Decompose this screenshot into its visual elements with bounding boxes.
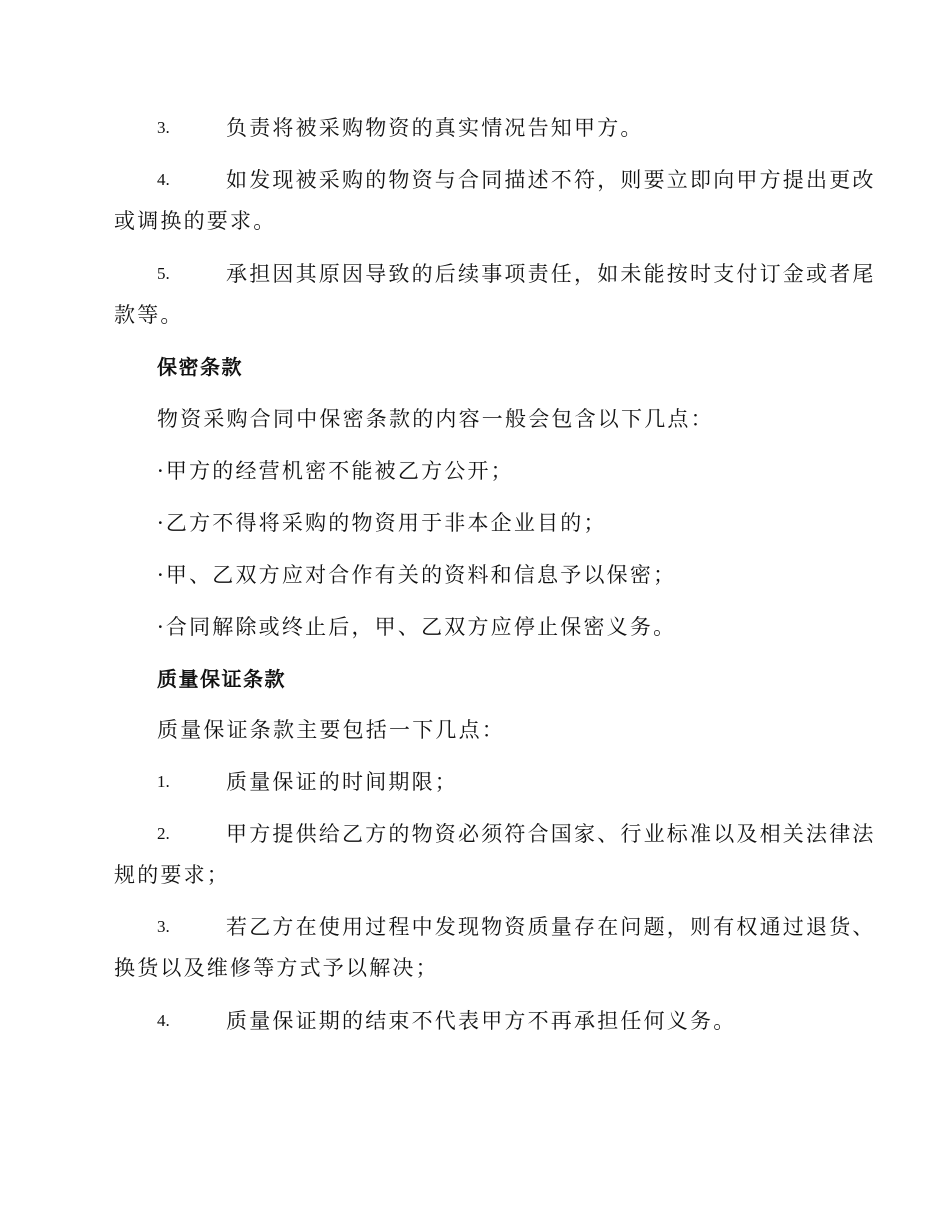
quality-item-2-continuation: 规的要求；	[114, 863, 230, 887]
item-text: 质量保证期的结束不代表甲方不再承担任何义务。	[226, 1009, 737, 1033]
item-number: 2.	[157, 824, 170, 843]
section-heading-quality: 质量保证条款	[157, 667, 286, 691]
confidentiality-bullet: ·乙方不得将采购的物资用于非本企业目的；	[157, 511, 607, 535]
confidentiality-intro: 物资采购合同中保密条款的内容一般会包含以下几点：	[157, 407, 714, 431]
obligation-item-4-continuation: 或调换的要求。	[114, 209, 277, 233]
item-number: 3.	[157, 917, 170, 936]
quality-intro: 质量保证条款主要包括一下几点：	[157, 718, 505, 742]
item-number: 4.	[157, 170, 170, 189]
item-text: 若乙方在使用过程中发现物资质量存在问题，则有权通过退货、	[226, 915, 876, 939]
confidentiality-bullet: ·甲方的经营机密不能被乙方公开；	[157, 459, 514, 483]
item-number: 1.	[157, 772, 170, 791]
item-text: 如发现被采购的物资与合同描述不符，则要立即向甲方提出更改	[226, 168, 876, 192]
item-text: 负责将被采购物资的真实情况告知甲方。	[226, 116, 644, 140]
section-heading-confidentiality: 保密条款	[157, 355, 243, 379]
obligation-item-5-continuation: 款等。	[114, 303, 184, 327]
quality-item-3-continuation: 换货以及维修等方式予以解决；	[114, 956, 439, 980]
item-number: 4.	[157, 1011, 170, 1030]
item-number: 5.	[157, 264, 170, 283]
item-number: 3.	[157, 118, 170, 137]
confidentiality-bullet: ·合同解除或终止后，甲、乙双方应停止保密义务。	[157, 615, 677, 639]
item-text: 承担因其原因导致的后续事项责任，如未能按时支付订金或者尾	[226, 262, 876, 286]
item-text: 质量保证的时间期限；	[226, 770, 458, 794]
confidentiality-bullet: ·甲、乙双方应对合作有关的资料和信息予以保密；	[157, 563, 677, 587]
item-text: 甲方提供给乙方的物资必须符合国家、行业标准以及相关法律法	[226, 822, 876, 846]
